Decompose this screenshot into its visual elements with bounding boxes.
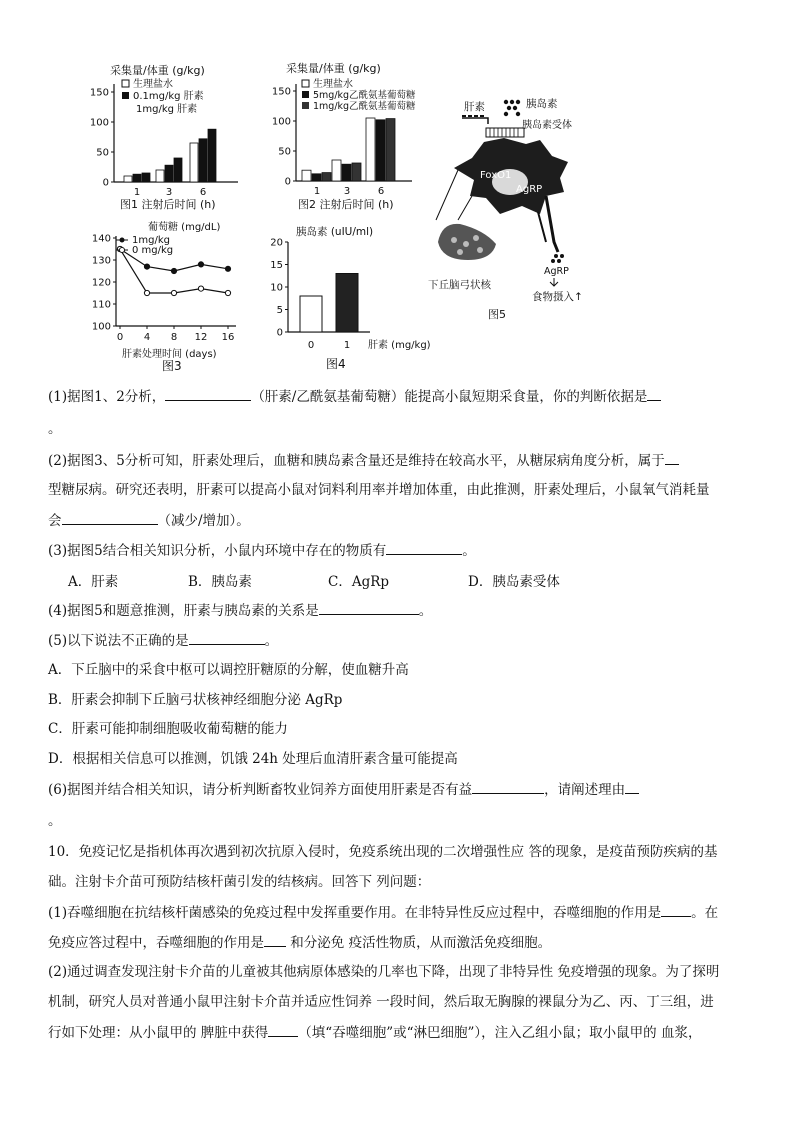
q10-blank-2[interactable] bbox=[264, 933, 286, 947]
q1-blank-1[interactable] bbox=[165, 387, 251, 401]
fig1-xtick-label: 3 bbox=[165, 187, 173, 198]
insulin-dots bbox=[504, 100, 520, 116]
fig3-point bbox=[171, 268, 176, 273]
fig3-point bbox=[144, 264, 149, 269]
fig5-receptor-label: 胰岛素受体 bbox=[522, 120, 572, 131]
fig1-xtick-label: 1 bbox=[133, 187, 141, 198]
q4-blank[interactable] bbox=[319, 601, 419, 615]
fig2-xtick-label: 6 bbox=[377, 186, 385, 197]
fig2-ytick-label: 50 bbox=[278, 146, 291, 158]
q6-blank-2[interactable] bbox=[625, 780, 639, 794]
fig4-ylabel: 胰岛素 (uIU/ml) bbox=[296, 226, 374, 238]
fig1-ytick-label: 50 bbox=[96, 147, 109, 159]
figure-2 bbox=[262, 58, 452, 220]
q1-text-b: （肝素/乙酰氨基葡萄糖）能提高小鼠短期采食量，你的判断依据是 bbox=[251, 389, 648, 405]
q4-stem bbox=[48, 601, 432, 620]
q5-blank[interactable] bbox=[189, 631, 265, 645]
q6-line-1 bbox=[48, 780, 639, 799]
q10-text-7a: 行如下处理：从小鼠甲的 脾脏中获得 bbox=[48, 1025, 269, 1041]
fig3-xtick-label: 12 bbox=[194, 332, 208, 343]
q2-text-d: （减少/增加）。 bbox=[157, 513, 250, 529]
q2-blank-1[interactable] bbox=[665, 451, 679, 465]
q2-line-2 bbox=[48, 481, 710, 499]
fig2-bar bbox=[312, 174, 321, 181]
q5-option-b[interactable]: B．肝素会抑制下丘脑弓状核神经细胞分泌 AgRp bbox=[48, 692, 343, 708]
q10-line-7 bbox=[48, 1023, 701, 1042]
fig2-ytick-label: 100 bbox=[271, 116, 291, 128]
fig2-ylabel: 采集量/体重 (g/kg) bbox=[286, 62, 381, 75]
fig2-legend-2: 1mg/kg乙酰氨基葡萄糖 bbox=[313, 101, 416, 112]
q3-blank[interactable] bbox=[386, 541, 462, 555]
fig1-bar bbox=[199, 139, 207, 182]
fig4-ytick-label: 10 bbox=[270, 282, 283, 294]
fig4-ytick-label: 5 bbox=[276, 305, 283, 316]
q2-blank-2[interactable] bbox=[62, 511, 158, 525]
q10-line-6: 机制，研究人员对普通小鼠甲注射卡介苗并适应性饲养 一段时间，然后取无胸腺的裸鼠分为乙、丙、丁三组，进 bbox=[48, 994, 714, 1010]
fig5-agrp-in-label: AgRP bbox=[516, 184, 543, 195]
q2-text-a: (2)据图3、5分析可知，肝素处理后，血糖和胰岛素含量还是维持在较高水平，从糖尿病角度分析，属于 bbox=[48, 453, 665, 469]
fig1-ytick-label: 150 bbox=[89, 87, 109, 99]
figure-4-chart bbox=[258, 222, 448, 378]
fig2-xtick-label: 3 bbox=[343, 186, 351, 197]
q6-blank-1[interactable] bbox=[472, 780, 544, 794]
fig1-bar bbox=[165, 165, 173, 182]
q5-text-end: 。 bbox=[264, 633, 279, 649]
q5-text: (5)以下说法不正确的是 bbox=[48, 633, 189, 649]
fig1-ytick-label: 0 bbox=[102, 177, 109, 189]
q3-text: (3)据图5结合相关知识分析，小鼠内环境中存在的物质有 bbox=[48, 543, 387, 559]
fig1-bar bbox=[142, 173, 150, 182]
figure-5 bbox=[428, 92, 614, 324]
q10-text-4b: 和分泌免 疫活性物质，从而激活免疫细胞。 bbox=[286, 935, 552, 951]
fig2-legend-1: 5mg/kg乙酰氨基葡萄糖 bbox=[313, 90, 416, 101]
q10-text-3a: (1)吞噬细胞在抗结核杆菌感染的免疫过程中发挥重要作用。在非特异性反应过程中，吞噬细胞的作用是 bbox=[48, 905, 662, 921]
fig4-ytick-label: 15 bbox=[270, 260, 283, 271]
agrp-out-dots bbox=[551, 254, 564, 263]
q10-line-3 bbox=[48, 903, 718, 922]
fig1-bar bbox=[208, 129, 216, 182]
fig1-bar bbox=[133, 174, 141, 182]
fig2-bar bbox=[386, 119, 395, 181]
fig3-point bbox=[225, 266, 230, 271]
fig3-ytick-label: 140 bbox=[91, 233, 111, 245]
q4-text: (4)据图5和题意推测，肝素与胰岛素的关系是 bbox=[48, 603, 319, 619]
q10-line-5: (2)通过调查发现注射卡介苗的儿童被其他病原体感染的几率也下降，出现了非特异性 免疫增强的现象。为了探明 bbox=[48, 964, 720, 980]
fig1-bar bbox=[156, 170, 164, 182]
fig4-bar bbox=[300, 296, 322, 332]
fig3-point bbox=[144, 290, 149, 295]
fig2-legend-0: 生理盐水 bbox=[313, 79, 353, 90]
fig1-caption: 图1 注射后时间 (h) bbox=[120, 198, 216, 211]
q10-line-2: 础。注射卡介苗可预防结核杆菌引发的结核病。回答下 列问题： bbox=[48, 874, 431, 890]
fig1-xtick-label: 6 bbox=[199, 187, 207, 198]
q5-option-d[interactable]: D．根据相关信息可以推测，饥饿 24h 处理后血清肝素含量可能提高 bbox=[48, 751, 458, 767]
q1-line-2 bbox=[48, 420, 62, 438]
fig3-ytick-label: 100 bbox=[91, 321, 111, 333]
q10-line-4 bbox=[48, 933, 551, 952]
fig4-bar bbox=[336, 274, 358, 333]
q10-blank-1[interactable] bbox=[661, 903, 691, 917]
q10-blank-3[interactable] bbox=[268, 1023, 298, 1037]
fig4-ytick-label: 0 bbox=[276, 327, 283, 339]
q6-text-a: (6)据图并结合相关知识，请分析判断畜牧业饲养方面使用肝素是否有益 bbox=[48, 782, 473, 798]
q1-blank-2[interactable] bbox=[647, 387, 661, 401]
fig1-bar bbox=[174, 158, 182, 182]
fig3-xtick-label: 8 bbox=[170, 332, 178, 343]
q1-text-a: (1)据图1、2分析， bbox=[48, 389, 166, 405]
fig2-bar bbox=[332, 160, 341, 181]
fig5-agrp-out-label: AgRP bbox=[544, 266, 569, 277]
fig3-point bbox=[225, 290, 230, 295]
fig2-bar bbox=[366, 118, 375, 181]
fig2-caption: 图2 注射后时间 (h) bbox=[298, 198, 394, 211]
fig5-foxo1-label: FoxO1 bbox=[480, 170, 512, 181]
figure-1-chart bbox=[78, 60, 268, 220]
fig3-legend-1: 0 mg/kg bbox=[132, 245, 174, 256]
q3-stem bbox=[48, 541, 476, 560]
fig5-arcuate-label: 下丘脑弓状核 bbox=[428, 279, 491, 291]
fig1-bar bbox=[124, 176, 132, 182]
fig5-heparin-label: 肝素 bbox=[464, 101, 485, 113]
fig5-food-label: 食物摄入↑ bbox=[532, 291, 583, 303]
fig3-xtick-label: 0 bbox=[116, 332, 124, 343]
fig3-point bbox=[171, 290, 176, 295]
figure-2-chart bbox=[262, 58, 452, 220]
fig3-ylabel: 葡萄糖 (mg/dL) bbox=[148, 222, 221, 233]
q1-text-c: 。 bbox=[48, 421, 62, 437]
fig5-caption: 图5 bbox=[488, 308, 506, 321]
q2-line-3 bbox=[48, 511, 250, 530]
figure-3-chart bbox=[78, 218, 258, 378]
fig4-caption: 图4 bbox=[326, 357, 346, 371]
fig3-ytick-label: 110 bbox=[91, 299, 111, 311]
q10-text-7b: （填“吞噬细胞”或“淋巴细胞”），注入乙组小鼠；取小鼠甲的 血浆， bbox=[298, 1025, 702, 1041]
fig3-xtick-label: 4 bbox=[143, 332, 151, 343]
fig2-bar bbox=[376, 120, 385, 181]
fig1-legend-0: 生理盐水 bbox=[133, 79, 173, 90]
q2-line-1 bbox=[48, 451, 679, 470]
fig4-xtick-label: 1 bbox=[343, 340, 351, 351]
q5-stem bbox=[48, 631, 278, 650]
q6-text-c: 。 bbox=[48, 813, 62, 829]
fig2-bar bbox=[302, 170, 311, 181]
figure-5-diagram bbox=[428, 92, 614, 324]
fig3-ytick-label: 120 bbox=[91, 277, 111, 289]
q2-text-c: 会 bbox=[48, 513, 62, 529]
q10-line-1: 10．免疫记忆是指机体再次遇到初次抗原入侵时，免疫系统出现的二次增强性应 答的现象，是疫苗预防疾病的基 bbox=[48, 844, 718, 860]
q3-text-end: 。 bbox=[462, 543, 476, 559]
figure-4 bbox=[258, 222, 448, 378]
fig2-ytick-label: 150 bbox=[271, 86, 291, 98]
fig4-xlabel: 肝素 (mg/kg) bbox=[368, 340, 431, 351]
fig3-legend-0: 1mg/kg bbox=[132, 235, 170, 246]
fig2-bar bbox=[352, 163, 361, 181]
fig3-point bbox=[198, 262, 203, 267]
q3-option-a[interactable]: A．肝素 bbox=[68, 574, 119, 590]
fig1-legend-2: 1mg/kg 肝素 bbox=[136, 104, 198, 115]
fig1-legend-1: 0.1mg/kg 肝素 bbox=[133, 91, 204, 102]
fig3-ytick-label: 130 bbox=[91, 255, 111, 267]
q2-text-b: 型糖尿病。研究还表明，肝素可以提高小鼠对饲料利用率并增加体重，由此推测，肝素处理后，小鼠氧气消耗量 bbox=[48, 482, 710, 498]
q1-line-1 bbox=[48, 387, 661, 406]
q3-option-d[interactable]: D．胰岛素受体 bbox=[468, 574, 560, 590]
fig4-xtick-label: 0 bbox=[307, 340, 315, 351]
fig3-xlabel: 肝素处理时间 (days) bbox=[122, 349, 217, 360]
q10-text-4a: 免疫应答过程中，吞噬细胞的作用是 bbox=[48, 935, 264, 951]
receptor bbox=[486, 128, 524, 137]
fig2-bar bbox=[342, 164, 351, 181]
fig3-point bbox=[198, 286, 203, 291]
fig3-caption: 图3 bbox=[162, 359, 182, 373]
q10-text-3b: 。在 bbox=[691, 905, 719, 921]
figure-1 bbox=[78, 60, 268, 220]
fig1-ylabel: 采集量/体重 (g/kg) bbox=[110, 64, 205, 77]
fig3-xtick-label: 16 bbox=[221, 332, 235, 343]
q6-line-2 bbox=[48, 812, 62, 830]
figure-3 bbox=[78, 218, 258, 378]
fig5-insulin-label: 胰岛素 bbox=[526, 98, 558, 110]
q6-text-b: ，请阐述理由 bbox=[544, 782, 626, 798]
fig2-bar bbox=[322, 173, 331, 181]
fig4-ytick-label: 20 bbox=[270, 237, 283, 249]
fig2-xtick-label: 1 bbox=[313, 186, 321, 197]
q4-text-end: 。 bbox=[418, 603, 433, 619]
q5-option-a[interactable]: A．下丘脑中的采食中枢可以调控肝糖原的分解，使血糖升高 bbox=[48, 662, 409, 678]
fig2-ytick-label: 0 bbox=[284, 176, 291, 188]
q3-option-c[interactable]: C．AgRp bbox=[328, 574, 390, 590]
q3-option-b[interactable]: B．胰岛素 bbox=[188, 574, 252, 590]
fig1-bar bbox=[190, 143, 198, 182]
fig1-ytick-label: 100 bbox=[89, 117, 109, 129]
q5-option-c[interactable]: C．肝素可能抑制细胞吸收葡萄糖的能力 bbox=[48, 721, 288, 737]
